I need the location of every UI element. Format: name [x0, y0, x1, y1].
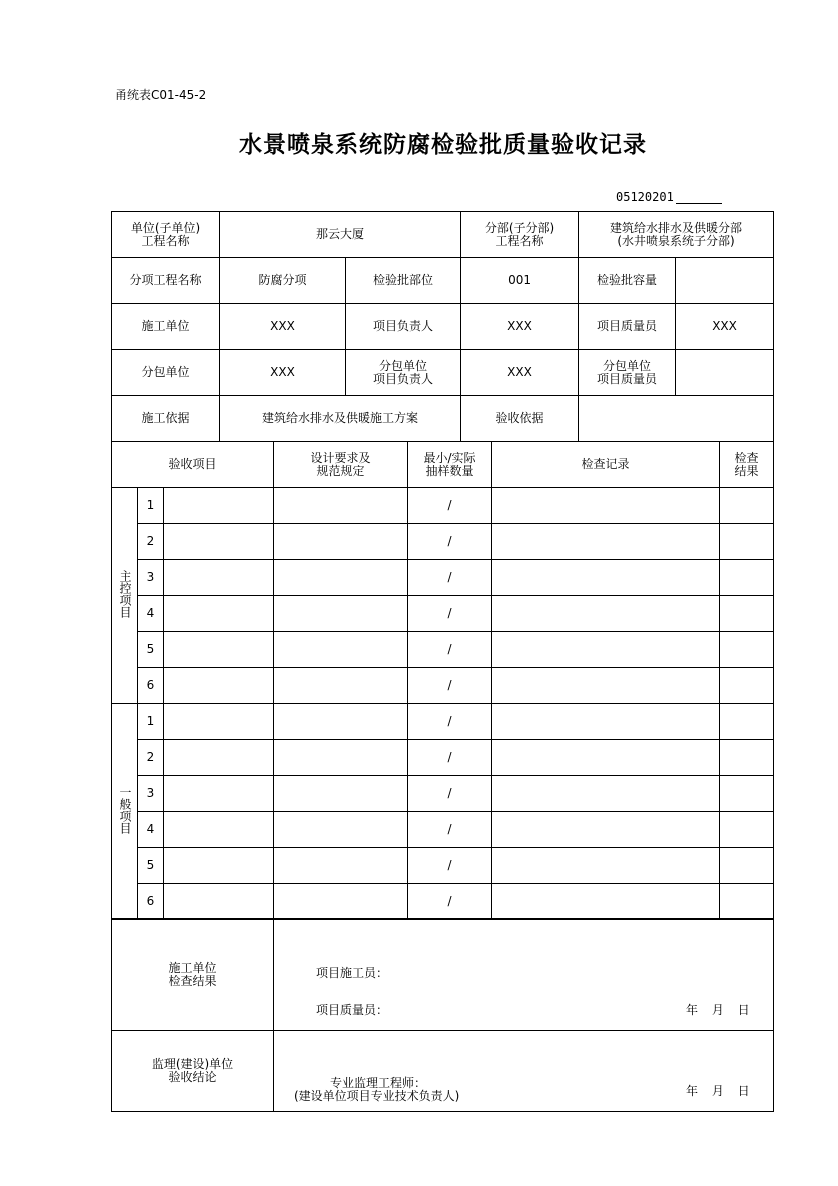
acceptance-basis-value[interactable] [579, 396, 774, 442]
row-no: 3 [138, 776, 164, 812]
row-no: 4 [138, 812, 164, 848]
result-cell[interactable] [720, 560, 774, 596]
row-no: 6 [138, 884, 164, 920]
spec-cell[interactable] [274, 704, 408, 740]
supervisor-check-label [112, 1031, 274, 1112]
result-cell[interactable] [720, 488, 774, 524]
division-value[interactable] [579, 212, 774, 258]
sub-pm-label [346, 350, 461, 396]
result-cell[interactable] [720, 776, 774, 812]
unit-label [112, 212, 220, 258]
item-cell[interactable] [164, 812, 274, 848]
pm-label: 项目负责人 [346, 304, 461, 350]
main-group-text: 主控项目 [118, 570, 132, 618]
subitem-label: 分项工程名称 [112, 258, 220, 304]
col-spec-line1: 设计要求及 [310, 450, 371, 465]
record-cell[interactable] [492, 704, 720, 740]
spec-cell[interactable] [274, 488, 408, 524]
sample-cell[interactable]: / [408, 524, 492, 560]
general-group-text: 一般项目 [118, 786, 132, 834]
sub-value[interactable]: XXX [220, 350, 346, 396]
col-result-header [720, 442, 774, 488]
qc-value[interactable]: XXX [676, 304, 774, 350]
basis-value[interactable]: 建筑给水排水及供暖施工方案 [220, 396, 461, 442]
division-value-line1: 建筑给水排水及供暖分部 [610, 220, 743, 235]
contractor-check-line1: 施工单位 [168, 960, 217, 975]
subitem-value[interactable]: 防腐分项 [220, 258, 346, 304]
item-cell[interactable] [164, 560, 274, 596]
row-no: 4 [138, 596, 164, 632]
col-sample-header [408, 442, 492, 488]
record-cell[interactable] [492, 488, 720, 524]
division-label-line1: 分部(子分部) [484, 220, 555, 235]
sample-cell[interactable]: / [408, 848, 492, 884]
sample-cell[interactable]: / [408, 632, 492, 668]
unit-label-line2: 工程名称 [141, 233, 190, 248]
sample-cell[interactable]: / [408, 704, 492, 740]
contractor-value[interactable]: XXX [220, 304, 346, 350]
item-cell[interactable] [164, 524, 274, 560]
item-cell[interactable] [164, 632, 274, 668]
spec-cell[interactable] [274, 776, 408, 812]
spec-cell[interactable] [274, 668, 408, 704]
spec-cell[interactable] [274, 632, 408, 668]
row-no: 2 [138, 524, 164, 560]
sub-pm-label-line2: 项目负责人 [373, 371, 434, 386]
spec-cell[interactable] [274, 848, 408, 884]
qc-sign-label: 项目质量员： [316, 1003, 389, 1017]
item-cell[interactable] [164, 884, 274, 920]
contractor-label: 施工单位 [112, 304, 220, 350]
col-result-line2: 结果 [734, 463, 759, 478]
record-cell[interactable] [492, 632, 720, 668]
main-group-label [112, 488, 138, 704]
acceptance-basis-label: 验收依据 [461, 396, 579, 442]
item-cell[interactable] [164, 596, 274, 632]
spec-cell[interactable] [274, 560, 408, 596]
row-no: 1 [138, 488, 164, 524]
form-code: 甬统表C01-45-2 [115, 88, 207, 102]
record-cell[interactable] [492, 812, 720, 848]
batch-part-value[interactable]: 001 [461, 258, 579, 304]
sub-pm-value[interactable]: XXX [461, 350, 579, 396]
sample-cell[interactable]: / [408, 560, 492, 596]
result-cell[interactable] [720, 812, 774, 848]
col-spec-header [274, 442, 408, 488]
col-spec-line2: 规范规定 [316, 463, 365, 478]
sample-cell[interactable]: / [408, 776, 492, 812]
supervisor-date: 年 月 日 [686, 1084, 750, 1098]
sub-qc-value[interactable] [676, 350, 774, 396]
spec-cell[interactable] [274, 524, 408, 560]
spec-cell[interactable] [274, 884, 408, 920]
col-sample-line1: 最小/实际 [423, 450, 476, 465]
sub-qc-label-line2: 项目质量员 [597, 371, 658, 386]
result-cell[interactable] [720, 704, 774, 740]
serial-number [616, 190, 722, 204]
record-cell[interactable] [492, 524, 720, 560]
result-cell[interactable] [720, 632, 774, 668]
sub-qc-label [579, 350, 676, 396]
item-cell[interactable] [164, 668, 274, 704]
contractor-check-label [112, 919, 274, 1031]
col-item-header: 验收项目 [112, 442, 274, 488]
spec-cell[interactable] [274, 740, 408, 776]
sub-qc-label-line1: 分包单位 [603, 358, 652, 373]
signature-table [111, 918, 774, 1112]
supervisor-check-area[interactable] [274, 1031, 774, 1112]
result-cell[interactable] [720, 668, 774, 704]
unit-value[interactable]: 那云大厦 [220, 212, 461, 258]
result-cell[interactable] [720, 884, 774, 920]
page-title: 水景喷泉系统防腐检验批质量验收记录 [239, 132, 647, 158]
record-cell[interactable] [492, 596, 720, 632]
division-label [461, 212, 579, 258]
col-result-line1: 检查 [734, 450, 759, 465]
row-no: 6 [138, 668, 164, 704]
basis-label: 施工依据 [112, 396, 220, 442]
qc-label: 项目质量员 [579, 304, 676, 350]
record-cell[interactable] [492, 668, 720, 704]
sample-cell[interactable]: / [408, 596, 492, 632]
engineer-note: (建设单位项目专业技术负责人) [294, 1089, 460, 1103]
spec-cell[interactable] [274, 812, 408, 848]
result-cell[interactable] [720, 848, 774, 884]
sub-label: 分包单位 [112, 350, 220, 396]
item-cell[interactable] [164, 488, 274, 524]
contractor-check-line2: 检查结果 [168, 973, 217, 988]
item-cell[interactable] [164, 848, 274, 884]
record-cell[interactable] [492, 884, 720, 920]
pm-value[interactable]: XXX [461, 304, 579, 350]
header-table [111, 211, 774, 442]
record-cell[interactable] [492, 848, 720, 884]
row-no: 3 [138, 560, 164, 596]
supervisor-check-line2: 验收结论 [168, 1070, 217, 1084]
serial-number-value: 05120201 [616, 190, 674, 204]
spec-cell[interactable] [274, 596, 408, 632]
division-value-line2: (水井喷泉系统子分部) [617, 233, 735, 248]
sample-cell[interactable]: / [408, 740, 492, 776]
record-cell[interactable] [492, 740, 720, 776]
unit-label-line1: 单位(子单位) [130, 220, 201, 235]
division-label-line2: 工程名称 [495, 233, 544, 248]
row-no: 5 [138, 848, 164, 884]
contractor-check-area[interactable] [274, 919, 774, 1031]
sub-pm-label-line1: 分包单位 [379, 358, 428, 373]
sample-cell[interactable]: / [408, 812, 492, 848]
record-cell[interactable] [492, 560, 720, 596]
sample-cell[interactable]: / [408, 884, 492, 920]
batch-capacity-value[interactable] [676, 258, 774, 304]
row-no: 2 [138, 740, 164, 776]
row-no: 5 [138, 632, 164, 668]
batch-capacity-label: 检验批容量 [579, 258, 676, 304]
worker-label: 项目施工员： [316, 966, 389, 980]
contractor-date: 年 月 日 [686, 1003, 750, 1017]
result-cell[interactable] [720, 740, 774, 776]
batch-part-label: 检验批部位 [346, 258, 461, 304]
item-cell[interactable] [164, 704, 274, 740]
col-sample-line2: 抽样数量 [425, 463, 474, 478]
result-cell[interactable] [720, 524, 774, 560]
engineer-label: 专业监理工程师： [330, 1076, 427, 1090]
general-group-label [112, 704, 138, 920]
sample-cell[interactable]: / [408, 488, 492, 524]
col-record-header: 检查记录 [492, 442, 720, 488]
supervisor-check-line1: 监理(建设)单位 [151, 1057, 234, 1071]
inspection-table [111, 441, 774, 920]
result-cell[interactable] [720, 596, 774, 632]
item-cell[interactable] [164, 776, 274, 812]
item-cell[interactable] [164, 740, 274, 776]
serial-blank[interactable] [676, 191, 722, 204]
row-no: 1 [138, 704, 164, 740]
sample-cell[interactable]: / [408, 668, 492, 704]
record-cell[interactable] [492, 776, 720, 812]
